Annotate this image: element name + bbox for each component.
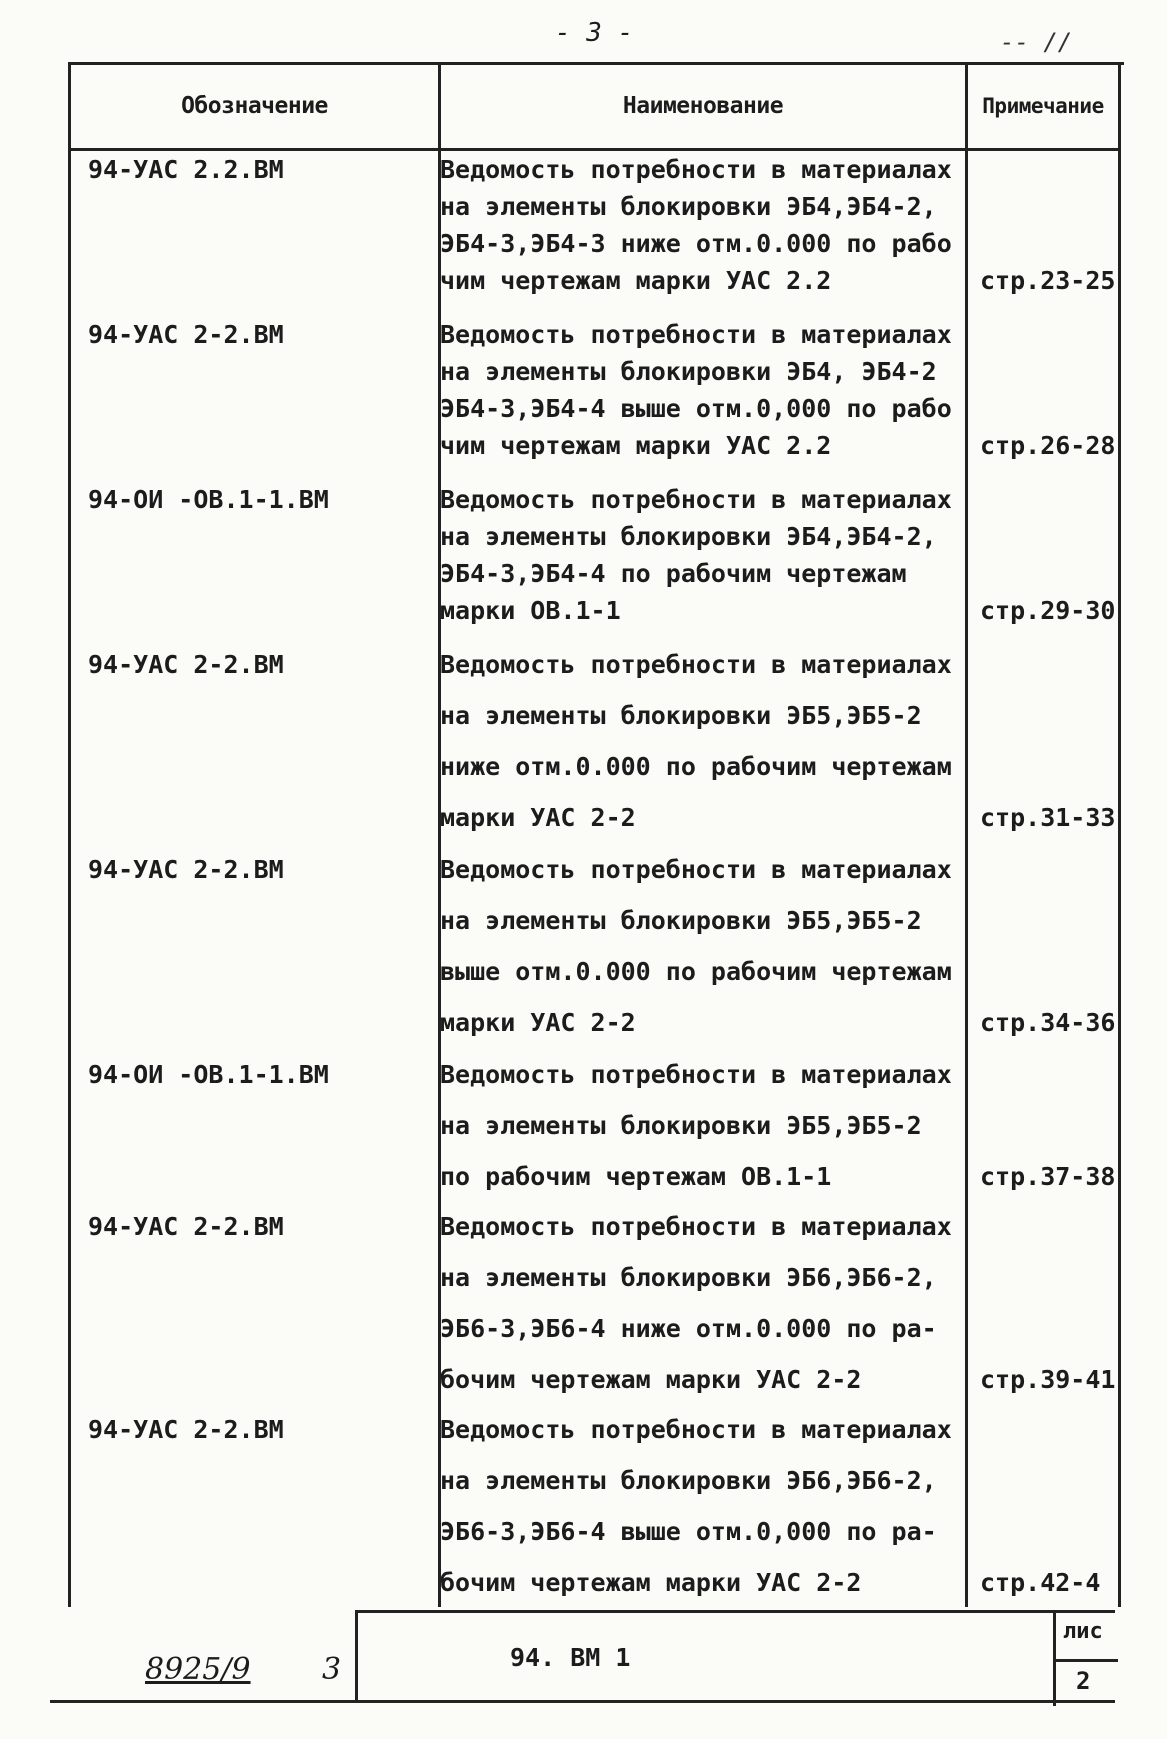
row-name [440, 1060, 974, 1213]
row-name-line: ЭБ4-3,ЭБ4-3 ниже отм.0.000 по рабо [440, 229, 952, 258]
row-designation: 94-УАС 2-2.ВМ [88, 650, 284, 679]
row-name-line: марки УАС 2-2 [440, 803, 636, 832]
row-name-line: на элементы блокировки ЭБ6,ЭБ6-2, [440, 1466, 937, 1495]
row-name [440, 855, 974, 1059]
row-name-line: по рабочим чертежам ОВ.1-1 [440, 1162, 832, 1191]
document-code: 94. ВМ 1 [510, 1643, 631, 1672]
copy-number: 3 [322, 1652, 342, 1687]
row-note: стр.34-36 [980, 1008, 1116, 1037]
row-name-line: ЭБ6-3,ЭБ6-4 ниже отм.0.000 по ра- [440, 1314, 937, 1343]
row-name-line: Ведомость потребности в материалах [440, 650, 952, 679]
row-name-line: на элементы блокировки ЭБ5,ЭБ5-2 [440, 906, 922, 935]
bottom-line [50, 1700, 1115, 1703]
row-note: стр.29-30 [980, 596, 1116, 625]
row-note: стр.26-28 [980, 431, 1116, 460]
row-name-line: на элементы блокировки ЭБ4,ЭБ4-2, [440, 192, 937, 221]
page-number: - 3 - [555, 18, 634, 48]
row-name [440, 485, 974, 633]
row-designation: 94-УАС 2-2.ВМ [88, 320, 284, 349]
right-border [1118, 62, 1121, 1607]
row-name-line: марки УАС 2-2 [440, 1008, 636, 1037]
title-block [355, 1610, 1115, 1703]
row-name-line: Ведомость потребности в материалах [440, 485, 952, 514]
row-name-line: на элементы блокировки ЭБ6,ЭБ6-2, [440, 1263, 937, 1292]
row-name [440, 650, 974, 854]
row-note: стр.23-25 [980, 266, 1116, 295]
row-name-line: ЭБ6-3,ЭБ6-4 выше отм.0,000 по ра- [440, 1517, 937, 1546]
sheet-divider-horizontal [1053, 1659, 1118, 1662]
row-name [440, 1212, 974, 1416]
row-note: стр.39-41 [980, 1365, 1116, 1394]
sheet-label: лис [1063, 1619, 1103, 1644]
row-name-line: чим чертежам марки УАС 2.2 [440, 266, 832, 295]
row-name-line: Ведомость потребности в материалах [440, 855, 952, 884]
row-note: стр.42-4 [980, 1568, 1101, 1597]
row-designation: 94-УАС 2-2.ВМ [88, 855, 284, 884]
row-name-line: Ведомость потребности в материалах [440, 320, 952, 349]
corner-mark: -- // [1000, 28, 1073, 56]
row-name [440, 155, 974, 303]
header-note: Примечание [982, 94, 1104, 118]
row-name-line: ниже отм.0.000 по рабочим чертежам [440, 752, 952, 781]
row-note: стр.37-38 [980, 1162, 1116, 1191]
row-name-line: на элементы блокировки ЭБ5,ЭБ5-2 [440, 701, 922, 730]
row-name-line: бочим чертежам марки УАС 2-2 [440, 1568, 862, 1597]
row-name-line: бочим чертежам марки УАС 2-2 [440, 1365, 862, 1394]
row-name-line: ЭБ4-3,ЭБ4-4 выше отм.0,000 по рабо [440, 394, 952, 423]
row-name-line: Ведомость потребности в материалах [440, 1060, 952, 1089]
row-designation: 94-ОИ -ОВ.1-1.ВМ [88, 485, 329, 514]
row-name-line: чим чертежам марки УАС 2.2 [440, 431, 832, 460]
row-designation: 94-УАС 2-2.ВМ [88, 1212, 284, 1241]
row-name-line: на элементы блокировки ЭБ4, ЭБ4-2 [440, 357, 937, 386]
row-name-line: Ведомость потребности в материалах [440, 155, 952, 184]
row-name-line: на элементы блокировки ЭБ5,ЭБ5-2 [440, 1111, 922, 1140]
row-name [440, 320, 974, 468]
row-name-line: выше отм.0.000 по рабочим чертежам [440, 957, 952, 986]
row-name-line: Ведомость потребности в материалах [440, 1212, 952, 1241]
row-name [440, 1415, 974, 1619]
inventory-number: 8925/9 [145, 1652, 251, 1687]
header-designation: Обозначение [181, 93, 328, 119]
sheet-number: 2 [1076, 1667, 1091, 1695]
row-designation: 94-УАС 2.2.ВМ [88, 155, 284, 184]
row-note: стр.31-33 [980, 803, 1116, 832]
row-name-line: на элементы блокировки ЭБ4,ЭБ4-2, [440, 522, 937, 551]
row-name-line: марки ОВ.1-1 [440, 596, 621, 625]
row-designation: 94-ОИ -ОВ.1-1.ВМ [88, 1060, 329, 1089]
row-designation: 94-УАС 2-2.ВМ [88, 1415, 284, 1444]
header-name: Наименование [622, 93, 784, 119]
row-name-line: ЭБ4-3,ЭБ4-4 по рабочим чертежам [440, 559, 907, 588]
row-name-line: Ведомость потребности в материалах [440, 1415, 952, 1444]
